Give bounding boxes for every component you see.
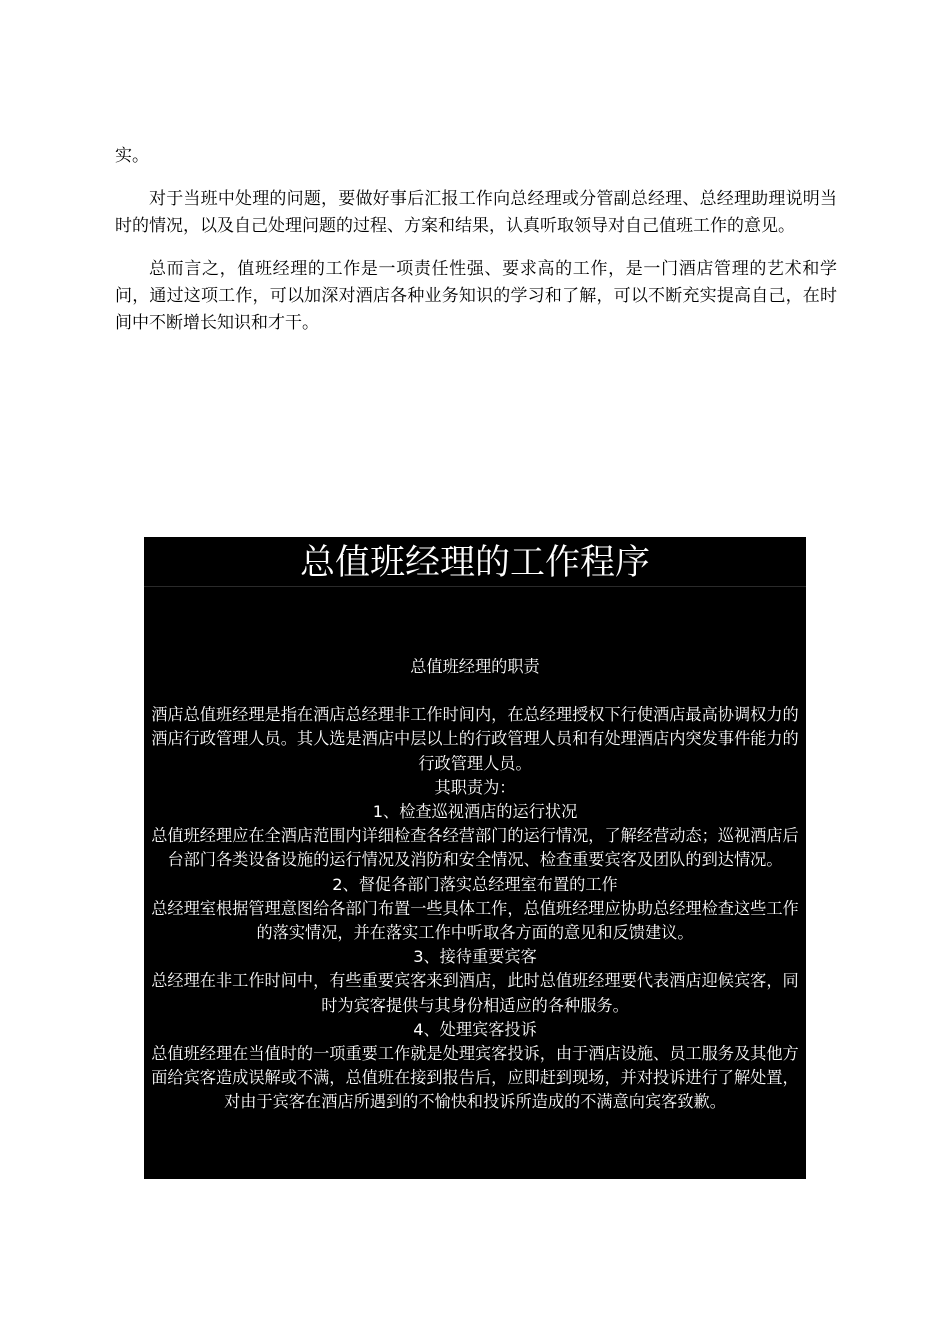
slide-duty-3-title: 3、接待重要宾客 [413,947,537,967]
paragraph-reporting: 对于当班中处理的问题，要做好事后汇报工作向总经理或分管副总经理、总经理助理说明当时的情况，以及自己处理问题的过程、方案和结果，认真听取领导对自己值班工作的意见。 [115,189,837,236]
embedded-slide [144,537,806,1179]
slide-duty-1-title: 1、检查巡视酒店的运行状况 [372,802,578,822]
paragraph-summary: 总而言之，值班经理的工作是一项责任性强、要求高的工作，是一门酒店管理的艺术和学问，通过这项工作，可以加深对酒店各种业务知识的学习和了解，可以不断充实提高自己，在时间中不断增长知识和才干。 [115,259,837,333]
slide-duty-1-text: 总值班经理应在全酒店范围内详细检查各经营部门的运行情况，了解经营动态；巡视酒店后台部门各类设备设施的运行情况及消防和安全情况、检查重要宾客及团队的到达情况。 [151,826,799,870]
slide-body [144,587,806,1115]
slide-duty-4-text: 总值班经理在当值时的一项重要工作就是处理宾客投诉，由于酒店设施、员工服务及其他方面给宾客造成误解或不满，总值班在接到报告后，应即赶到现场，并对投诉进行了解处置，对由于宾客在酒店所遇到的不愉快和投诉所造成的不满意向宾客致歉。 [151,1044,799,1112]
slide-duties-intro: 其职责为： [434,777,516,797]
slide-heading: 总值班经理的职责 [410,657,540,676]
slide-duty-2-text: 总经理室根据管理意图给各部门布置一些具体工作，总值班经理应协助总经理检查这些工作的落实情况，并在落实工作中听取各方面的意见和反馈建议。 [151,898,799,943]
document-body [115,143,837,337]
slide-definition: 酒店总值班经理是指在酒店总经理非工作时间内，在总经理授权下行使酒店最高协调权力的酒店行政管理人员。其人选是酒店中层以上的行政管理人员和有处理酒店内突发事件能力的行政管理人员。 [151,705,799,773]
slide-duty-4-title: 4、处理宾客投诉 [413,1019,537,1039]
slide-duty-2-title: 2、督促各部门落实总经理室布置的工作 [332,874,618,894]
paragraph-continuation: 实。 [115,146,149,166]
slide-duty-3-text: 总经理在非工作时间中，有些重要宾客来到酒店，此时总值班经理要代表酒店迎候宾客，同时为宾客提供与其身份相适应的各种服务。 [151,971,799,1015]
slide-title: 总值班经理的工作程序 [144,537,806,587]
